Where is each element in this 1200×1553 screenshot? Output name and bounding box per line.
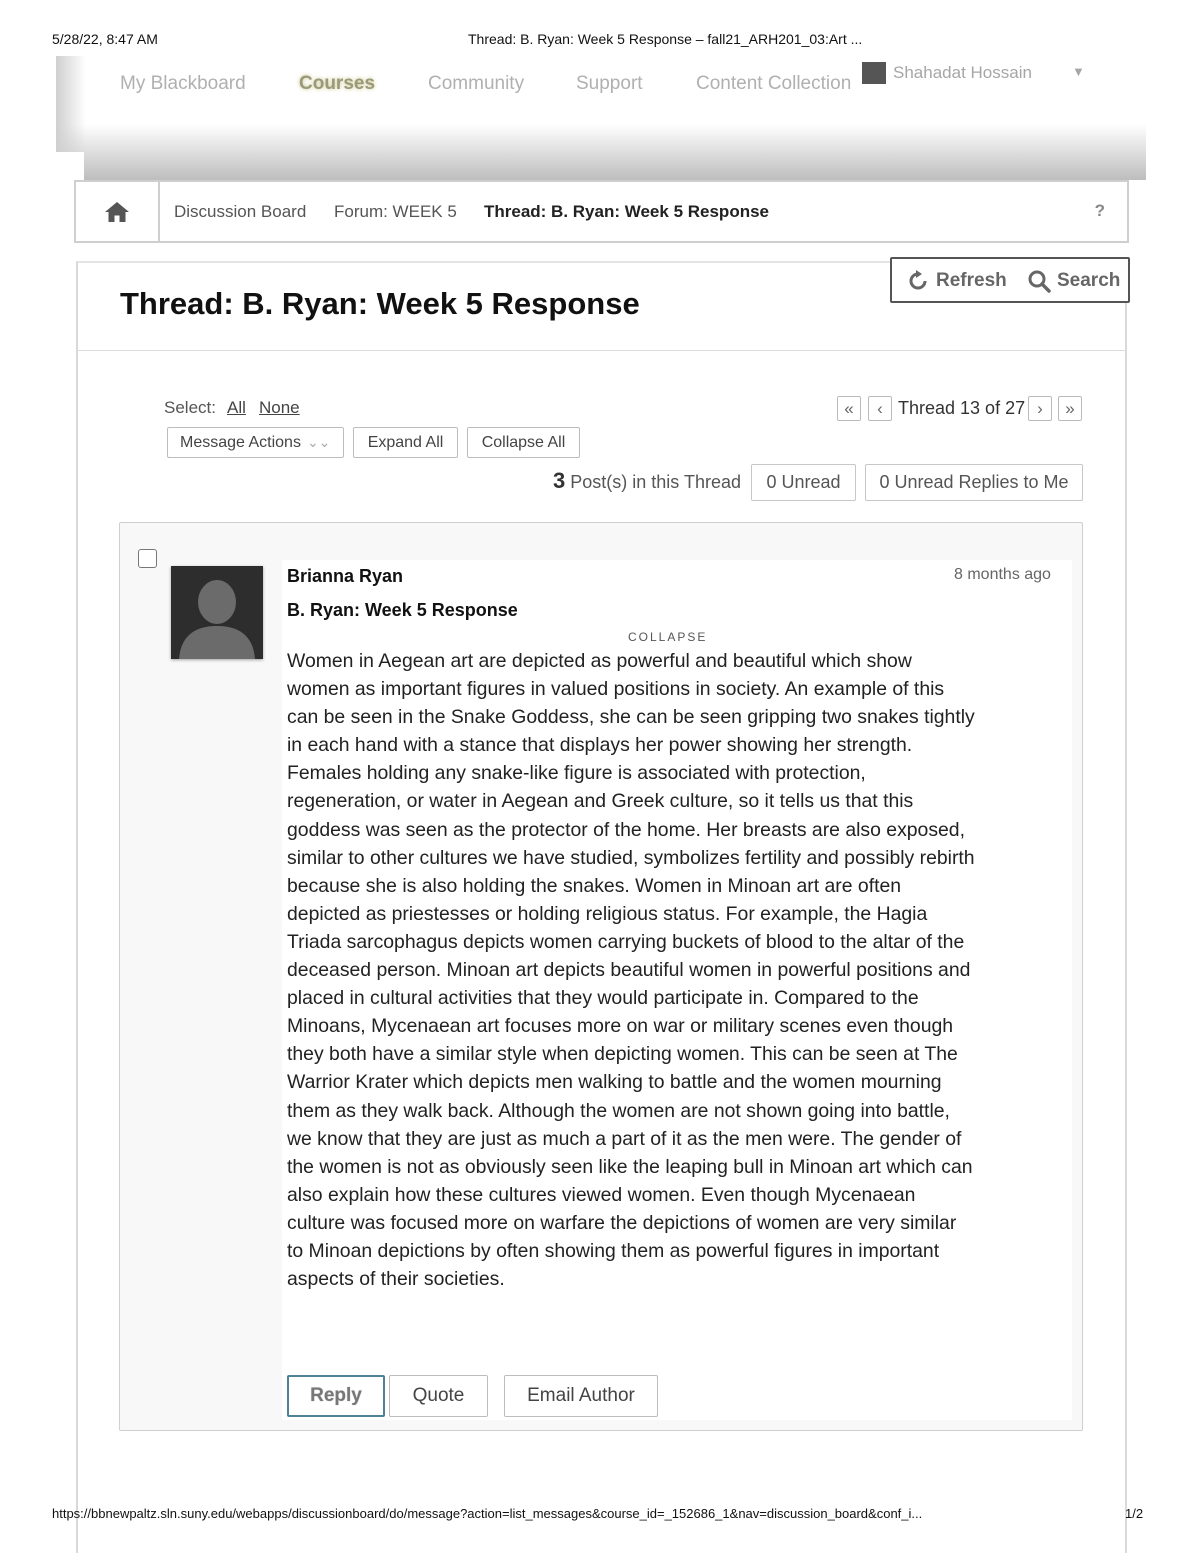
double-chevron-down-icon: ⌄⌄ [306, 434, 331, 450]
thread-pager-text: Thread 13 of 27 [898, 398, 1026, 418]
chevron-down-icon[interactable]: ▼ [1072, 64, 1085, 79]
message-body-line: the women is not as obviously seen like the leaping bull in Minoan art which can [287, 1155, 973, 1178]
message-actions-button[interactable] [167, 427, 344, 458]
message-body-line: in each hand with a stance that displays her power showing her strength. [287, 734, 913, 757]
message-body-line: Females holding any snake-like figure is associated with protection, [287, 762, 866, 785]
message-body-line: also explain how these cultures viewed women. Even though Mycenaean [287, 1183, 916, 1206]
post-count [553, 468, 741, 494]
print-date: 5/28/22, 8:47 AM [52, 31, 158, 47]
message-body-line: Women in Aegean art are depicted as powerful and beautiful which show [287, 650, 912, 672]
breadcrumb-discussion-board[interactable]: Discussion Board [174, 202, 307, 221]
message-body-line: to Minoan depictions by often showing them as powerful figures in important [287, 1239, 940, 1262]
nav-community[interactable]: Community [428, 73, 525, 94]
next-thread-icon[interactable]: › [1028, 396, 1052, 421]
message-body-line: similar to other cultures we have studied, symbolizes fertility and possibly rebirth [287, 846, 975, 869]
select-all-link[interactable]: All [227, 398, 246, 417]
refresh-icon [906, 269, 930, 293]
message-body [287, 647, 1067, 1293]
refresh-label: Refresh [936, 270, 1007, 291]
title-divider [78, 350, 1125, 351]
expand-all-button[interactable]: Expand All [353, 427, 458, 458]
unread-replies-button[interactable]: 0 Unread Replies to Me [865, 464, 1083, 501]
message-checkbox[interactable] [138, 549, 157, 568]
print-page-number: 1/2 [1125, 1506, 1144, 1521]
post-count-label: Post(s) in this Thread [570, 472, 742, 492]
search-icon [1027, 269, 1051, 293]
select-label: Select: [164, 398, 216, 417]
previous-thread-icon[interactable]: ‹ [868, 396, 892, 421]
message-body-line: women as important figures in valued positions in society. An example of this [287, 678, 945, 701]
unread-button[interactable]: 0 Unread [751, 464, 856, 501]
message-body-line: depicted as priestesses or holding religious status. For example, the Hagia [287, 902, 928, 925]
message-body-line: deceased person. Minoan art depicts beautiful women in powerful positions and [287, 959, 971, 982]
author-avatar [171, 566, 263, 659]
breadcrumb-forum[interactable]: Forum: WEEK 5 [334, 202, 457, 221]
reply-button[interactable]: Reply [287, 1375, 385, 1417]
message-body-line: them as they walk back. Although the women are not shown going into battle, [287, 1099, 950, 1122]
last-thread-icon[interactable]: » [1058, 396, 1082, 421]
breadcrumb [74, 180, 1129, 243]
message-body-line: can be seen in the Snake Goddess, she can be seen gripping two snakes tightly [287, 706, 975, 729]
message-body-line: placed in cultural activities that they would participate in. Compared to the [287, 987, 919, 1010]
user-avatar-icon [862, 62, 886, 84]
nav-my-blackboard[interactable]: My Blackboard [120, 73, 246, 94]
email-author-button[interactable]: Email Author [504, 1375, 658, 1417]
breadcrumb-thread: Thread: B. Ryan: Week 5 Response [484, 202, 769, 221]
message-body-line: Warrior Krater which depicts men walking to battle and the women mourning [287, 1071, 942, 1094]
post-count-number: 3 [553, 468, 566, 493]
message-collapse-link[interactable]: COLLAPSE [628, 630, 708, 644]
message-body-line: regeneration, or water in Aegean and Greek culture, so it tells us that this [287, 790, 914, 813]
home-icon[interactable] [76, 182, 160, 241]
nav-courses[interactable]: Courses [299, 73, 376, 94]
message-timestamp: 8 months ago [954, 566, 1051, 583]
refresh-button[interactable] [906, 269, 1007, 293]
message-actions-label: Message Actions [180, 433, 301, 451]
top-navigation-notch [56, 152, 84, 182]
help-icon[interactable]: ? [1094, 201, 1105, 220]
message-body-line: goddess was seen as the protector of the home. Her breasts are also exposed, [287, 818, 965, 841]
collapse-all-button[interactable]: Collapse All [467, 427, 580, 458]
select-none-link[interactable]: None [259, 398, 300, 417]
message-subject: B. Ryan: Week 5 Response [287, 600, 518, 620]
message-body-line: we know that they are just as much a part of it as the men were. The gender of [287, 1127, 962, 1150]
user-name[interactable]: Shahadat Hossain [893, 63, 1032, 82]
search-button[interactable] [1027, 269, 1120, 293]
message-body-line: because she is also holding the snakes. Women in Minoan art are often [287, 874, 902, 897]
message-body-line: aspects of their societies. [287, 1268, 505, 1291]
first-thread-icon[interactable]: « [837, 396, 861, 421]
refresh-search-group [890, 257, 1130, 303]
quote-button[interactable]: Quote [389, 1375, 488, 1417]
print-title: Thread: B. Ryan: Week 5 Response – fall21_ARH201_03:Art ... [468, 31, 863, 47]
nav-content-collection[interactable]: Content Collection [696, 73, 852, 94]
message-body-line: they both have a similar style when depicting women. This can be seen at The [287, 1043, 958, 1066]
print-url: https://bbnewpaltz.sln.suny.edu/webapps/discussionboard/do/message?action=list_messages&course_id=_152686_1&nav=discussion_board&conf_i... [52, 1506, 923, 1521]
message-body-line: Minoans, Mycenaean art focuses more on war or military scenes even though [287, 1015, 954, 1038]
message-body-line: Triada sarcophagus depicts women carrying buckets of blood to the altar of the [287, 930, 965, 953]
page-title: Thread: B. Ryan: Week 5 Response [120, 286, 640, 321]
nav-support[interactable]: Support [576, 73, 643, 94]
message-author: Brianna Ryan [287, 566, 404, 586]
search-label: Search [1057, 270, 1121, 291]
message-body-line: culture was focused more on warfare the depictions of women are very similar [287, 1211, 957, 1234]
